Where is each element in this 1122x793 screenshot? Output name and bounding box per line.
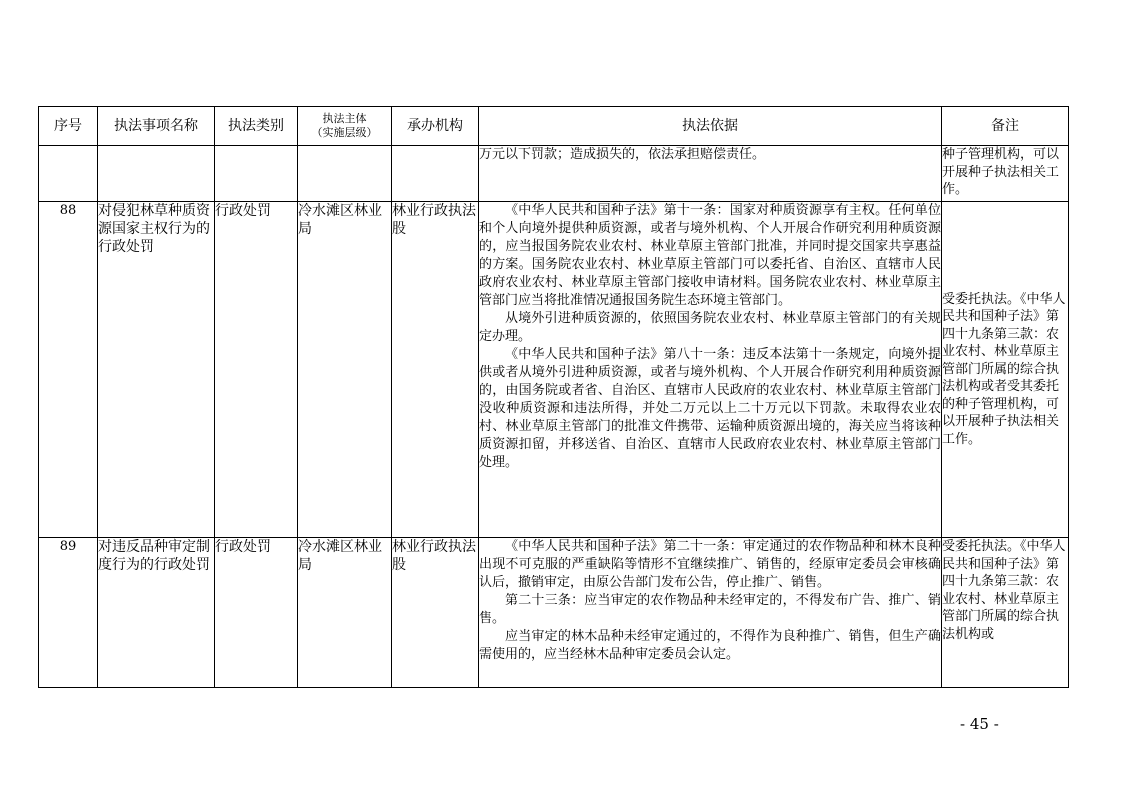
cell-agency [392,146,479,202]
header-name: 执法事项名称 [98,107,215,146]
enforcement-items-table [38,106,1069,688]
cell-subject: 冷水滩区林业局 [298,538,392,688]
cell-category: 行政处罚 [215,202,298,538]
header-note: 备注 [942,107,1069,146]
header-agency: 承办机构 [392,107,479,146]
cell-note: 受委托执法。《中华人民共和国种子法》第四十九条第三款：农业农村、林业草原主管部门所属的综合执法机构或 [942,538,1069,688]
header-category: 执法类别 [215,107,298,146]
cell-basis [479,538,942,688]
cell-name [98,146,215,202]
header-subject [298,107,392,146]
cell-no: 88 [39,202,98,538]
basis-paragraph: 《中华人民共和国种子法》第二十一条：审定通过的农作物品种和林木良种出现不可克服的严重缺陷等情形不宜继续推广、销售的，经原审定委员会审核确认后，撤销审定，由原公告部门发布公告，停止推广、销售。 [479,539,941,590]
table-row [39,538,1069,688]
basis-paragraph: 第二十三条：应当审定的农作物品种未经审定的，不得发布广告、推广、销售。 [479,593,941,626]
basis-paragraph: 《中华人民共和国种子法》第十一条：国家对种质资源享有主权。任何单位和个人向境外提供种质资源，或者与境外机构、个人开展合作研究利用种质资源的，应当报国务院农业农村、林业草原主管部门批准，并同时提交国家共享惠益的方案。国务院农业农村、林业草原主管部门可以委托省、自治区、直辖市人民政府农业农村、林业草原主管部门接收申请材料。国务院农业农村、林业草原主管部门应当将批准情况通报国务院生态环境主管部门。 [479,203,941,308]
cell-note: 受委托执法。《中华人民共和国种子法》第四十九条第三款：农业农村、林业草原主管部门所属的综合执法机构或者受其委托的种子管理机构，可以开展种子执法相关工作。 [942,202,1069,538]
cell-agency: 林业行政执法股 [392,538,479,688]
basis-paragraph: 应当审定的林木品种未经审定通过的，不得作为良种推广、销售，但生产确需使用的，应当经林木品种审定委员会认定。 [479,629,941,662]
cell-subject [298,146,392,202]
basis-paragraph: 万元以下罚款；造成损失的，依法承担赔偿责任。 [479,147,766,162]
table-header-row [39,107,1069,146]
page-number: - 45 - [960,715,999,733]
cell-no: 89 [39,538,98,688]
cell-no [39,146,98,202]
table-row [39,146,1069,202]
basis-paragraph: 从境外引进种质资源的，依照国务院农业农村、林业草原主管部门的有关规定办理。 [479,311,941,344]
cell-category: 行政处罚 [215,538,298,688]
header-subject-line2: （实施层级） [311,126,378,139]
cell-note: 种子管理机构，可以开展种子执法相关工作。 [942,146,1069,202]
header-no: 序号 [39,107,98,146]
basis-paragraph: 《中华人民共和国种子法》第八十一条：违反本法第十一条规定，向境外提供或者从境外引进种质资源，或者与境外机构、个人开展合作研究利用种质资源的，由国务院或者省、自治区、直辖市人民政府的农业农村、林业草原主管部门没收种质资源和违法所得，并处二万元以上二十万元以下罚款。未取得农业农村、林业草原主管部门的批准文件携带、运输种质资源出境的，海关应当将该种质资源扣留，并移送省、自治区、直辖市人民政府农业农村、林业草原主管部门处理。 [479,347,941,470]
cell-category [215,146,298,202]
header-subject-line1: 执法主体 [322,112,367,125]
cell-agency: 林业行政执法股 [392,202,479,538]
table-row [39,202,1069,538]
cell-basis [479,202,942,538]
cell-subject: 冷水滩区林业局 [298,202,392,538]
cell-basis [479,146,942,202]
cell-name: 对违反品种审定制度行为的行政处罚 [98,538,215,688]
header-basis: 执法依据 [479,107,942,146]
cell-name: 对侵犯林草种质资源国家主权行为的行政处罚 [98,202,215,538]
